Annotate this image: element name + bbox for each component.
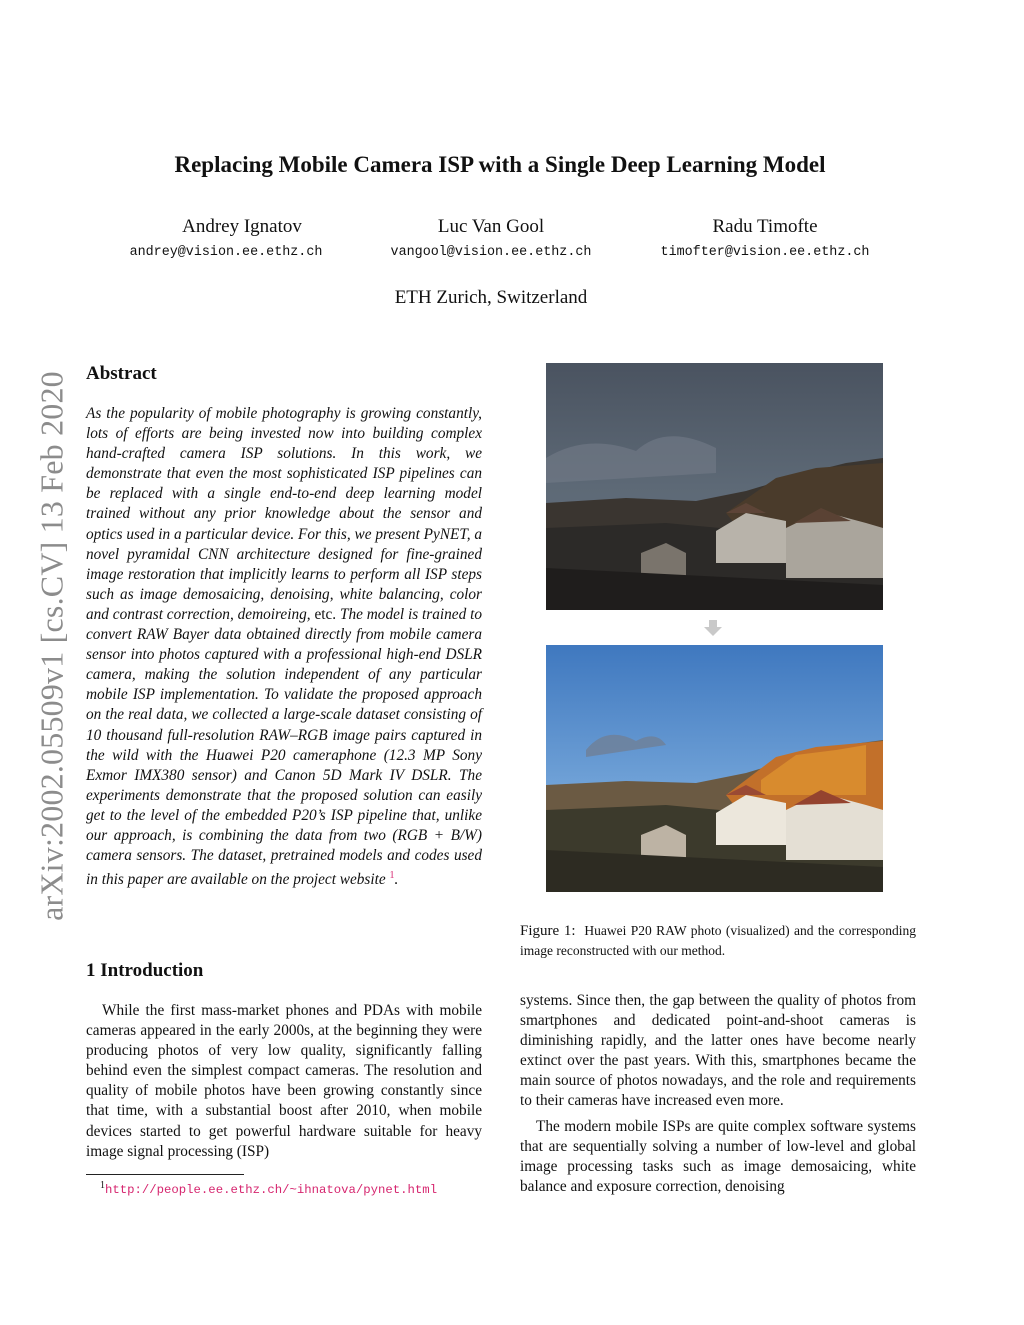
abstract-end: . — [394, 871, 399, 889]
author-email[interactable]: timofter@vision.ee.ethz.ch — [660, 245, 870, 260]
author-name: Luc Van Gool — [437, 216, 545, 237]
abstract-text-a: As the popularity of mobile photography is growing constantly, lots of efforts are being invested now into building complex hand-crafted camera ISP solutions. In this work, we demonstrate that even the most sophisticated ISP pipelines can be replaced with a single end-to-end deep learning model trained without any prior knowledge about the sensor and optics used in a particular device. For this, we present PyNET, a novel pyramidal CNN architecture designed for fine-grained image restoration that implicitly learns to perform all ISP steps such as image demosaicing, denoising, white balancing, color and contrast correction, demoireing, — [86, 405, 482, 623]
author-email[interactable]: andrey@vision.ee.ethz.ch — [129, 245, 323, 260]
reconstructed-photo-drawing — [546, 645, 883, 892]
affiliation: ETH Zurich, Switzerland — [394, 287, 588, 308]
figure-label: Figure 1: — [520, 923, 576, 939]
raw-photo-drawing — [546, 363, 883, 610]
down-arrow-icon — [704, 620, 722, 636]
author-name: Radu Timofte — [712, 216, 818, 237]
raw-photo — [546, 363, 883, 610]
footnote-url[interactable]: http://people.ee.ethz.ch/~ihnatova/pynet.html — [105, 1183, 438, 1198]
intro-paragraph: systems. Since then, the gap between the quality of photos from smartphones and dedicated point-and-shoot cameras is diminishing rapidly, and the latter ones have become nearly extinct over the past years. With this, smartphones became the main source of photos nowadays, and the role and requirements to their cameras have increased even more. — [520, 992, 916, 1110]
figure-caption — [520, 921, 916, 960]
intro-heading: 1 Introduction — [86, 960, 204, 981]
footnote-rule — [86, 1174, 244, 1175]
author-email[interactable]: vangool@vision.ee.ethz.ch — [390, 245, 592, 260]
abstract-etc: etc. — [314, 605, 337, 623]
intro-paragraph: The modern mobile ISPs are quite complex software systems that are sequentially solving a number of low-level and global image processing tasks such as image demosaicing, white balance and exposure correction, denoising — [520, 1118, 916, 1196]
intro-paragraph: While the first mass-market phones and PDAs with mobile cameras appeared in the early 2000s, at the beginning they were producing photos of very low quality, significantly falling behind even the simplest compact cameras. The resolution and quality of mobile photos have been growing constantly since that time, with a substantial boost after 2010, when mobile devices started to get powerful hardware suitable for heavy image signal processing (ISP) — [86, 1002, 482, 1160]
abstract-text-b: The model is trained to convert RAW Bayer data obtained directly from mobile camera sensor into photos captured with a professional high-end DSLR camera, making the solution independent of any particular mobile ISP implementation. To validate the proposed approach on the real data, we collected a large-scale dataset consisting of 10 thousand full-resolution RAW–RGB image pairs captured in the wild with the Huawei P20 cameraphone (12.3 MP Sony Exmor IMX380 sensor) and Canon 5D Mark IV DSLR. The experiments demonstrate that the proposed solution can easily get to the level of the embedded P20’s ISP pipeline that, unlike our approach, is combining the data from two (RGB + B/W) camera sensors. The dataset, pretrained models and codes used in this paper are available on the project website — [86, 605, 482, 889]
footnote-ref[interactable]: 1 — [389, 870, 395, 882]
abstract-body — [86, 404, 482, 890]
footnote-mark: 1 — [100, 1180, 105, 1191]
paper-title: Replacing Mobile Camera ISP with a Single Deep Learning Model — [174, 152, 826, 177]
author-name: Andrey Ignatov — [182, 216, 302, 237]
figure-caption-text: Huawei P20 RAW photo (visualized) and the corresponding image reconstructed with our method. — [520, 923, 917, 958]
arxiv-stamp: arXiv:2002.05509v1 [cs.CV] 13 Feb 2020 — [33, 371, 70, 921]
abstract-heading: Abstract — [86, 363, 157, 384]
reconstructed-photo — [546, 645, 883, 892]
footnote — [100, 1180, 437, 1197]
